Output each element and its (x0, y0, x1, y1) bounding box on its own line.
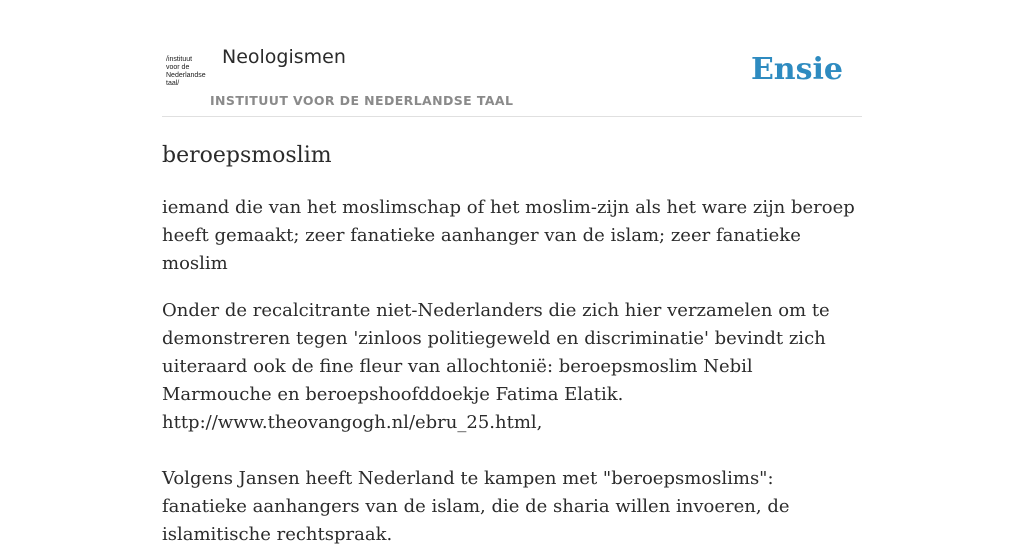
logo-line: /instituut (166, 56, 193, 63)
ensie-logo-link[interactable]: Ensie (750, 52, 843, 87)
entry-definition: iemand die van het moslimschap of het moslim-zijn als het ware zijn beroep heeft gemaakt; zeer fanatieke aanhanger van de islam; zeer fanatieke moslim (162, 197, 855, 274)
logo-line: taal/ (166, 80, 180, 87)
logo-line: Nederlandse (166, 72, 206, 79)
example-spacer (162, 437, 862, 465)
logo-line: voor de (166, 64, 190, 71)
site-name-link[interactable]: Neologismen (222, 46, 346, 68)
ivdnt-logo[interactable] (166, 56, 210, 88)
example-quote (162, 297, 862, 549)
header (162, 0, 862, 117)
example-text: Volgens Jansen heeft Nederland te kampen met "beroepsmoslims": fanatieke aanhangers van de islam, die de sharia willen invoeren, de islamitische rechtspraak. (162, 468, 790, 545)
page-container (162, 0, 862, 549)
example-text: Onder de recalcitrante niet-Nederlanders die zich hier verzamelen om te demonstreren tegen 'zinloos politiegeweld en discriminatie' bevindt zich uiteraard ook de fine fleur van allochtonië: beroepsmoslim Nebil Marmouche en beroepshoofddoekje Fatima Elatik. (162, 300, 830, 405)
example-source: http://www.theovangogh.nl/ebru_25.html, (162, 412, 543, 433)
entry-term: beroepsmoslim (162, 143, 332, 168)
org-name: INSTITUUT VOOR DE NEDERLANDSE TAAL (210, 93, 514, 108)
